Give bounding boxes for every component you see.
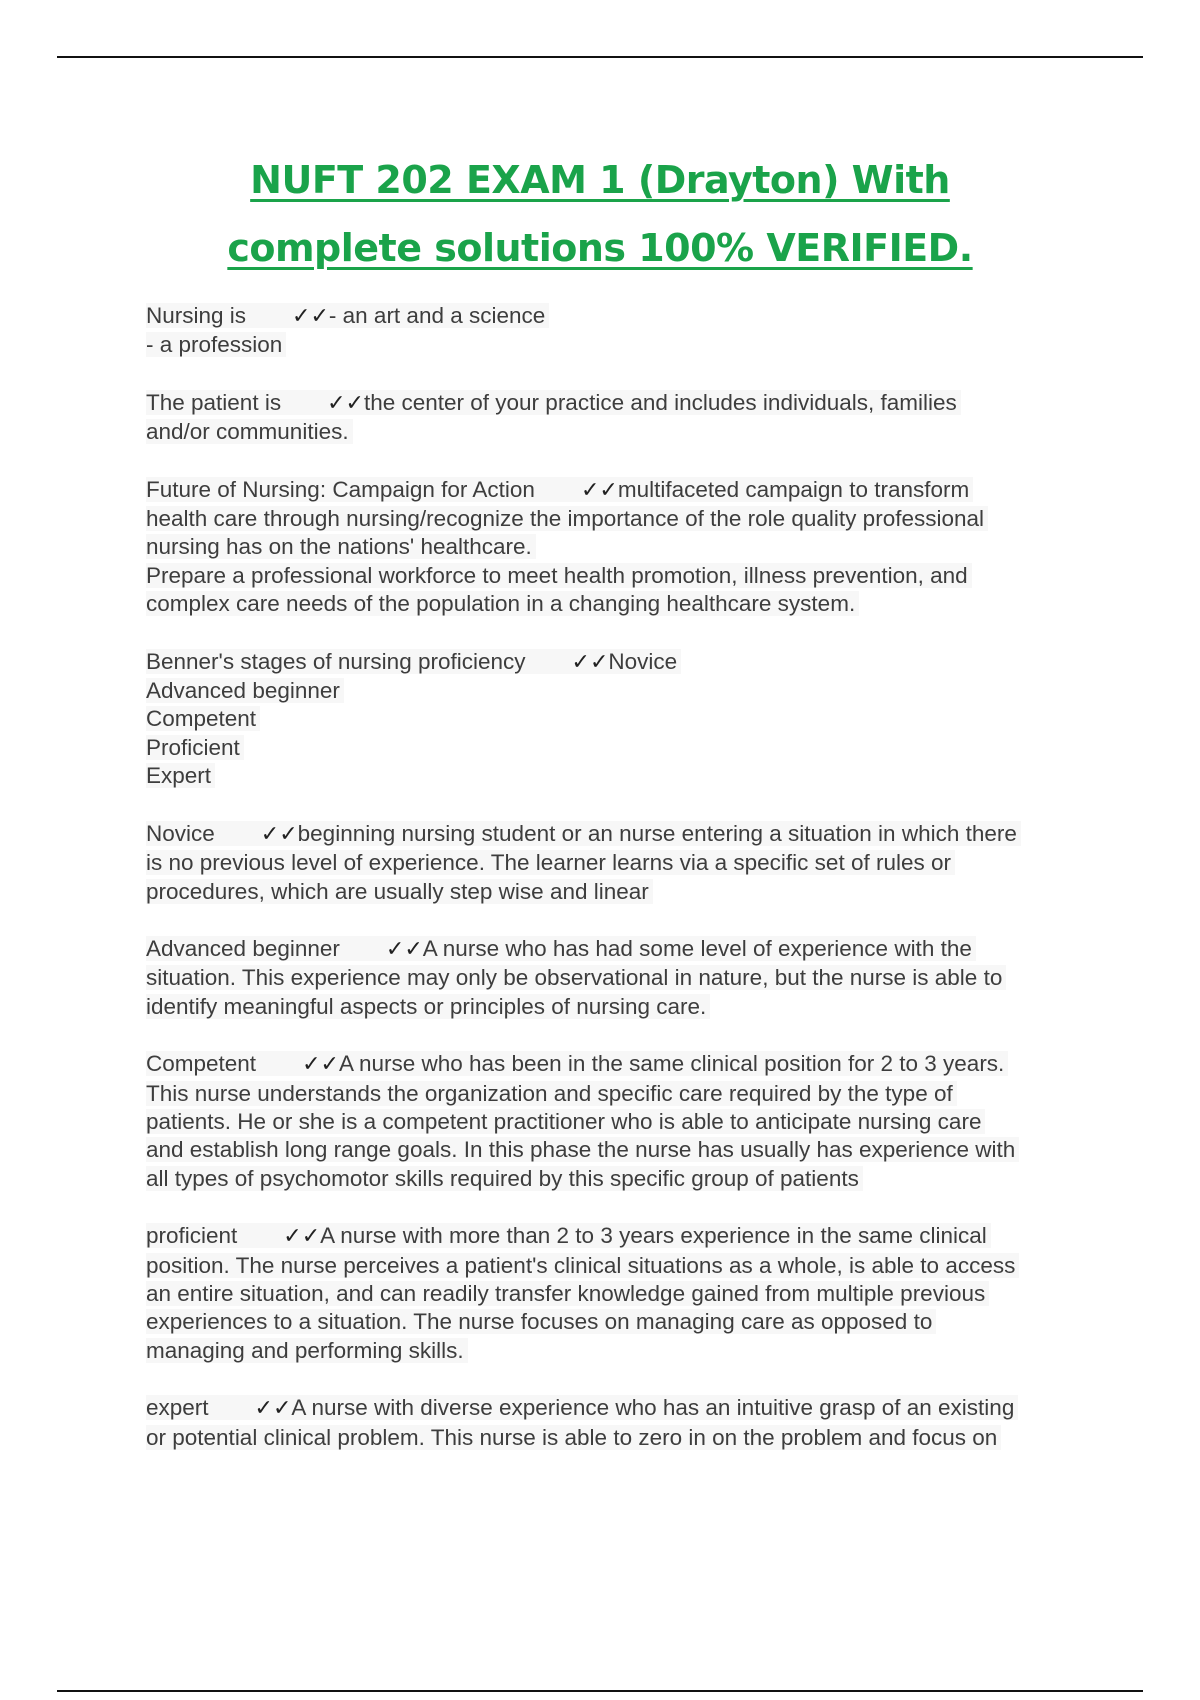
flashcard-answer-text: nursing has on the nations' healthcare. [146,534,532,560]
flashcard-answer-text: Proficient [146,734,240,760]
header-rule [57,56,1143,58]
flashcard-term: expert [146,1395,209,1421]
flashcard-answer-text: an entire situation, and can readily transfer knowledge gained from multiple previous [146,1280,986,1306]
flashcard-answer-line [146,734,1086,762]
double-check-icon: ✓✓ [327,390,364,416]
flashcard [146,1222,1086,1365]
flashcard-term: The patient is [146,389,282,415]
flashcard-answer-line [146,1136,1086,1164]
flashcard-first-line [146,935,1086,964]
double-check-icon: ✓✓ [571,649,609,675]
flashcard [146,1050,1086,1193]
document-title [0,146,1200,282]
flashcard-answer-text: patients. He or she is a competent practitioner who is able to anticipate nursing care [146,1108,982,1134]
flashcard-answer-line [146,331,1086,359]
flashcard-answer-text: Competent [146,706,257,732]
flashcard-answer-text: beginning nursing student or an nurse entering a situation in which there [297,820,1017,846]
footer-rule [57,1690,1143,1692]
flashcard-answer-text: - a profession [146,332,283,358]
flashcard-answer-text: situation. This experience may only be observational in nature, but the nurse is able to [146,965,1003,991]
flashcard-answer-text: health care through nursing/recognize the importance of the role quality professional [146,506,985,532]
title-line-1: NUFT 202 EXAM 1 (Drayton) With [250,158,950,202]
flashcard [146,935,1086,1021]
flashcard-answer-text: complex care needs of the population in a changing healthcare system. [146,591,856,617]
flashcard-answer-line [146,590,1086,618]
flashcard-answer-line [146,1308,1086,1336]
flashcard-answer-line [146,1165,1086,1193]
flashcard-answer-text: Expert [146,763,212,789]
flashcard-list [146,302,1086,1481]
flashcard-answer-line [146,993,1086,1021]
double-check-icon: ✓✓ [254,1396,292,1422]
flashcard-answer-text: identify meaningful aspects or principles of nursing care. [146,993,707,1019]
flashcard-first-line [146,1050,1086,1079]
flashcard-answer-text: Advanced beginner [146,678,340,704]
flashcard-first-line [146,648,1086,677]
flashcard-answer-line [146,1280,1086,1308]
double-check-icon: ✓✓ [385,936,423,962]
flashcard-answer-text: and establish long range goals. In this phase the nurse has usually has experience with [146,1137,1016,1163]
flashcard [146,302,1086,360]
flashcard-first-line [146,820,1086,849]
flashcard [146,389,1086,447]
flashcard-term: Novice [146,820,215,846]
flashcard-first-line [146,476,1086,505]
flashcard-term: Nursing is [146,303,247,328]
flashcard-term: Benner's stages of nursing proficiency [146,648,526,674]
flashcard-answer-text: procedures, which are usually step wise and linear [146,878,649,904]
flashcard-term: proficient [146,1223,238,1249]
flashcard-answer-line [146,705,1086,733]
title-line-2: complete solutions 100% VERIFIED. [227,226,973,270]
flashcard-first-line [146,302,1086,331]
flashcard-term: Competent [146,1051,257,1077]
flashcard-first-line [146,1222,1086,1251]
flashcard-answer-text: position. The nurse perceives a patient's clinical situations as a whole, is able to access [146,1252,1016,1278]
flashcard-answer-line [146,1424,1086,1452]
flashcard-answer-line [146,1337,1086,1365]
double-check-icon: ✓✓ [580,477,618,503]
flashcard-answer-text: the center of your practice and includes individuals, families [363,389,957,415]
flashcard-answer-text: Prepare a professional workforce to meet health promotion, illness prevention, and [146,562,968,588]
flashcard-answer-text: A nurse with diverse experience who has an intuitive grasp of an existing [291,1395,1015,1421]
flashcard-term: Advanced beginner [146,935,340,961]
flashcard-answer-text: and/or communities. [146,419,349,445]
flashcard-answer-text: experiences to a situation. The nurse focuses on managing care as opposed to [146,1309,933,1335]
flashcard-answer-line [146,1108,1086,1136]
flashcard [146,1394,1086,1452]
flashcard-first-line [146,1394,1086,1423]
flashcard-term: Future of Nursing: Campaign for Action [146,476,535,502]
flashcard-answer-line [146,677,1086,705]
flashcard-answer-text: A nurse who has been in the same clinical position for 2 to 3 years. [338,1051,1005,1077]
double-check-icon: ✓✓ [302,1052,339,1078]
flashcard-answer-text: A nurse with more than 2 to 3 years experience in the same clinical [320,1223,987,1249]
flashcard-answer-text: multifaceted campaign to transform [617,476,970,502]
double-check-icon: ✓✓ [260,821,298,847]
flashcard [146,476,1086,619]
flashcard-answer-line [146,1080,1086,1108]
flashcard-answer-line [146,562,1086,590]
flashcard-answer-text: or potential clinical problem. This nurse is able to zero in on the problem and focus on [146,1424,998,1450]
flashcard-answer-line [146,878,1086,906]
flashcard-answer-text: This nurse understands the organization and specific care required by the type of [146,1080,953,1106]
flashcard-answer-text: all types of psychomotor skills required by this specific group of patients [146,1165,859,1191]
flashcard-answer-line [146,964,1086,992]
flashcard-answer-line [146,418,1086,446]
double-check-icon: ✓✓ [292,304,329,329]
flashcard-answer-line [146,505,1086,533]
flashcard [146,820,1086,906]
flashcard-answer-text: is no previous level of experience. The learner learns via a specific set of rules or [146,850,951,876]
flashcard-answer-text: Novice [608,648,678,674]
flashcard-first-line [146,389,1086,418]
flashcard-answer-text: A nurse who has had some level of experience with the [422,935,972,961]
flashcard [146,648,1086,791]
flashcard-answer-line [146,762,1086,790]
flashcard-answer-line [146,849,1086,877]
flashcard-answer-text: managing and performing skills. [146,1337,464,1363]
flashcard-answer-line [146,533,1086,561]
flashcard-answer-line [146,1252,1086,1280]
double-check-icon: ✓✓ [283,1224,321,1250]
flashcard-answer-text: - an art and a science [328,303,546,328]
